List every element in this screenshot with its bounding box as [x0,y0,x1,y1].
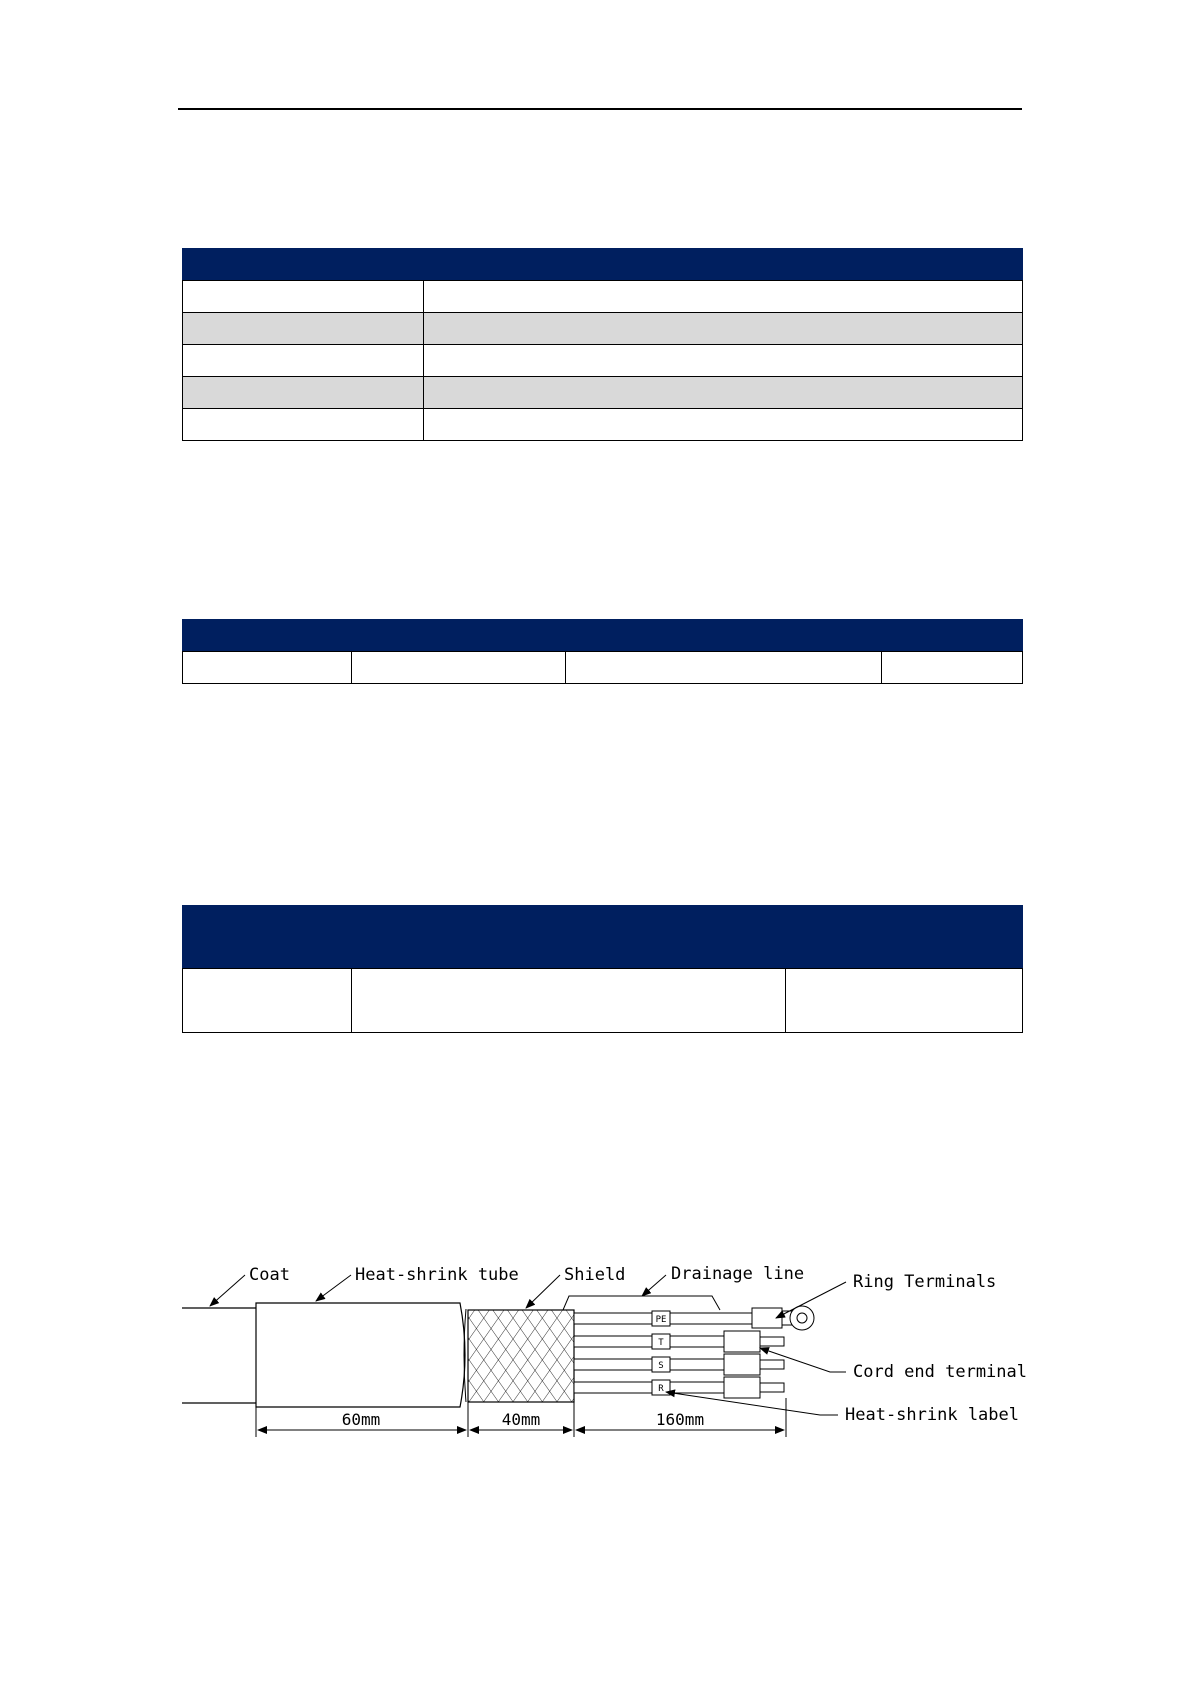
table-row [183,313,1023,345]
table-header-cell [882,620,1023,652]
shield-shape [464,1309,574,1402]
table-header-row [183,906,1023,969]
table-cell [183,377,424,409]
drainage-line-bracket [563,1296,720,1310]
header-rule [178,108,1022,110]
table-header-cell [183,906,352,969]
table-cell [786,969,1023,1033]
wire-t [574,1331,784,1352]
label-cord-end-terminal: Cord end terminal [853,1362,1027,1382]
table-row [183,377,1023,409]
table-row [183,409,1023,441]
wire-label-pe: PE [655,1315,667,1325]
leader-drainage-line [642,1275,666,1296]
spec-table-3 [182,905,1023,1033]
cord-end-terminal-shape [724,1331,760,1352]
table-header-cell [352,906,786,969]
coat-shape [182,1308,256,1403]
wire-r [574,1377,784,1398]
label-heat-shrink-label: Heat-shrink label [845,1405,1019,1425]
table-cell [424,345,1023,377]
table-cell [352,652,566,684]
table-header-row [183,620,1023,652]
dimension-40mm: 40mm [501,1410,541,1429]
table-header-cell [786,906,1023,969]
table-cell [183,313,424,345]
table-header-row [183,249,1023,281]
wire-pe [574,1306,814,1330]
table-cell [183,969,352,1033]
leader-shield [526,1275,560,1308]
table-cell [424,313,1023,345]
label-drainage-line: Drainage line [671,1264,805,1284]
leader-coat [210,1275,245,1306]
cord-end-terminal-shape [724,1354,760,1375]
cord-end-terminal-shape [724,1377,760,1398]
table-cell [352,969,786,1033]
table-cell [424,377,1023,409]
table-cell [424,409,1023,441]
cable-wiring-diagram [0,1240,1191,1440]
wire-label-r: R [658,1384,664,1394]
dimension-160mm: 160mm [655,1410,705,1429]
heat-shrink-tube-shape [256,1303,465,1407]
table-cell [424,281,1023,313]
leader-heat-shrink-tube [316,1275,351,1301]
table-cell [183,281,424,313]
table-cell [183,409,424,441]
wire-label-t: T [658,1338,664,1348]
table-cell [183,345,424,377]
table-row [183,969,1023,1033]
table-header-cell [183,620,352,652]
table-header-cell [566,620,882,652]
spec-table-1 [182,248,1023,441]
table-cell [882,652,1023,684]
table-row [183,652,1023,684]
table-header-cell [424,249,1023,281]
wire-label-s: S [658,1361,664,1371]
wire-s [574,1354,784,1375]
table-row [183,281,1023,313]
table-row [183,345,1023,377]
table-header-cell [352,620,566,652]
label-shield: Shield [564,1265,626,1285]
ring-terminal-body [752,1308,782,1328]
table-cell [183,652,352,684]
label-heat-shrink-tube: Heat-shrink tube [355,1265,519,1285]
label-coat: Coat [249,1265,290,1285]
label-ring-terminals: Ring Terminals [853,1272,997,1292]
spec-table-2 [182,619,1023,684]
table-header-cell [183,249,424,281]
dimension-60mm: 60mm [341,1410,381,1429]
table-cell [566,652,882,684]
